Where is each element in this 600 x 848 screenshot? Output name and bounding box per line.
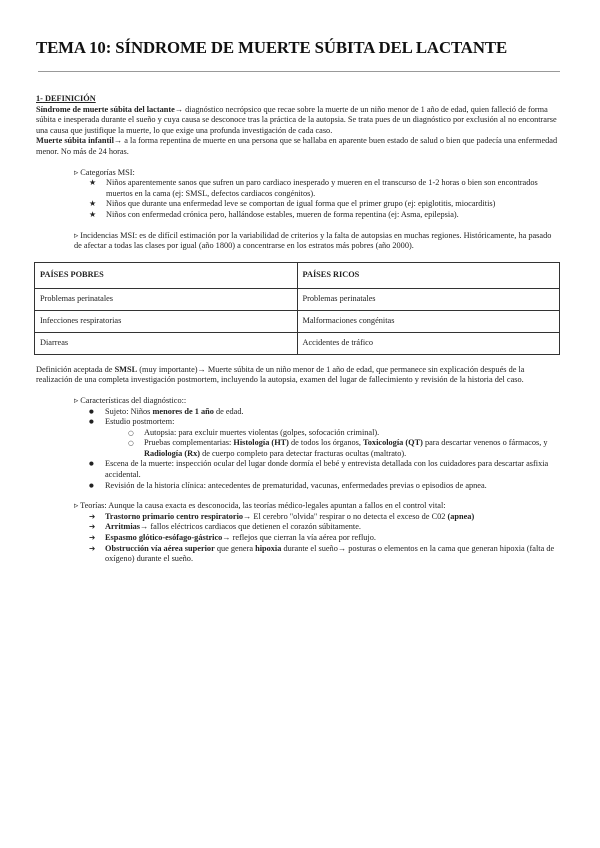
section-title: DEFINICIÓN: [45, 94, 96, 103]
sujeto-post: de edad.: [213, 406, 244, 416]
definition-msi: [36, 136, 560, 157]
definition-term: Muerte súbita infantil: [36, 136, 114, 146]
list-item: ★ Niños aparentemente sanos que sufren un paro cardiaco inesperado y mueren en el transcurso de 1-2 horas o bien son encontrados muertos en la cama (ej: SMSL, defectos cardiacos congénitos).: [89, 178, 559, 199]
teoria-title: Arritmias: [105, 522, 141, 532]
list-item: [89, 417, 559, 459]
definition-text: → a la forma repentina de muerte en una persona que se hallaba en aparente buen estado de salud o bien que padecía una enfermedad menor. No más de 24 horas.: [36, 136, 558, 156]
list-item: [128, 438, 548, 459]
table-cell: Accidentes de tráfico: [297, 332, 560, 354]
list-item: ● Escena de la muerte: inspección ocular del lugar donde dormía el bebé y entrevista detallada con los cuidadores para descartar asfixia accidental.: [89, 459, 559, 480]
title-divider: [38, 71, 560, 72]
list-item: ● Revisión de la historia clínica: antecedentes de prematuridad, vacunas, enfermedades previas o episodios de apnea.: [89, 481, 559, 492]
pruebas-text: para descartar venenos o fármacos, y: [422, 438, 548, 448]
teoria-title: Obstrucción vía aérea superior: [105, 543, 215, 553]
section-heading: [36, 94, 560, 105]
sujeto-pre: Sujeto: Niños: [105, 406, 153, 416]
table-cell: Problemas perinatales: [35, 288, 298, 310]
list-item: [89, 522, 559, 533]
table-row: [35, 332, 560, 354]
teoria-text: → El cerebro "olvida" respirar o no detecta el exceso de C02: [243, 511, 448, 521]
pruebas-bold: Radiología (Rx): [144, 448, 201, 458]
list-item: [89, 533, 559, 544]
smsl-mid: (muy importante): [137, 364, 198, 374]
section-number: 1-: [36, 94, 43, 103]
pruebas-bold: Histología (HT): [233, 438, 289, 448]
estudio-sublist: [128, 428, 548, 460]
diagnostico-list: [89, 407, 559, 492]
sujeto-bold: menores de 1 año: [152, 406, 214, 416]
table-cell: Diarreas: [35, 332, 298, 354]
diagnostico-heading: ▹ Características del diagnóstico::: [74, 395, 187, 405]
table-cell: Problemas perinatales: [297, 288, 560, 310]
table-row: [35, 310, 560, 332]
teoria-text: → fallos eléctricos cardiacos que detienen el corazón súbitamente.: [140, 522, 361, 532]
table-row: [35, 288, 560, 310]
definition-text: → diagnóstico necrópsico que recae sobre la muerte de un niño menor de 1 año de edad, quien falleció de forma súbita e inesperada durante el sueño y cuya causa se desconoce tras la práctica de la autopsia. Se trata pues de un diagnóstico por exclusión al no encontrarse una causa que justifique la muerte, lo que exige una profunda investigación de cada caso.: [36, 104, 557, 135]
teoria-bold: (apnea): [447, 511, 475, 521]
table-header-row: [35, 262, 560, 288]
pruebas-text: de todos los órganos,: [288, 438, 364, 448]
document-body: [36, 94, 560, 565]
table-cell: Infecciones respiratorias: [35, 310, 298, 332]
teoria-text: que genera: [214, 543, 256, 553]
teorias-list: [89, 512, 559, 565]
smsl-text: → Muerte súbita de un niño menor de 1 año de edad, que permanece sin explicación después de la realización de una completa investigación postmortem, incluyendo la autopsia, examen del lugar de fallecimiento y revisión de la historia del caso.: [36, 364, 525, 385]
smsl-pre: Definición aceptada de: [36, 364, 115, 374]
teoria-title: Espasmo glótico-esófago-gástrico: [105, 533, 223, 543]
teoria-title: Trastorno primario centro respiratorio: [105, 511, 244, 521]
list-item: [89, 544, 559, 565]
categorias-heading: ▹ Categorías MSI:: [74, 167, 135, 177]
teoria-text: durante el sueño→ posturas o elementos en la cama que generan hipoxia (falta de oxígeno) durante el sueño.: [105, 543, 555, 564]
definition-smsl: [36, 105, 560, 137]
table-header: PAÍSES POBRES: [35, 262, 298, 288]
page-title: TEMA 10: SÍNDROME DE MUERTE SÚBITA DEL LACTANTE: [36, 38, 508, 57]
estudio-label: Estudio postmortem:: [105, 417, 175, 427]
pruebas-bold: Toxicología (QT): [363, 438, 423, 448]
incidencias-paragraph: ▹ Incidencias MSI: es de difícil estimación por la variabilidad de criterios y la falta de autopsias en muchas regiones. Históricamente, ha pasado de afectar a todas las clases por igual (año 1800) a concentrarse en los estratos más pobres (año 2000).: [74, 230, 552, 251]
list-item: [89, 407, 559, 418]
table-cell: Malformaciones congénitas: [297, 310, 560, 332]
smsl-term: SMSL: [114, 364, 138, 374]
list-item: [89, 512, 559, 523]
comparison-table: [34, 262, 560, 355]
teoria-text: → reflejos que cierran la vía aérea por reflujo.: [222, 533, 376, 543]
smsl-definition: [36, 365, 560, 386]
table-header: PAÍSES RICOS: [297, 262, 560, 288]
list-item: ★ Niños con enfermedad crónica pero, hallándose estables, mueren de forma repentina (ej: Asma, epilepsia).: [89, 210, 559, 221]
definition-term: Síndrome de muerte súbita del lactante: [36, 104, 175, 114]
categorias-list: [89, 178, 559, 220]
pruebas-text: Pruebas complementarias:: [144, 438, 234, 448]
pruebas-text: de cuerpo completo para detectar fracturas ocultas (maltrato).: [200, 448, 407, 458]
list-item: ★ Niños que durante una enfermedad leve se comportan de igual forma que el primer grupo (ej: epiglotitis, miocarditis): [89, 199, 559, 210]
list-item: ○ Autopsia: para excluir muertes violentas (golpes, sofocación criminal).: [128, 428, 548, 439]
teoria-bold: hipoxia: [255, 543, 282, 553]
teorias-heading: ▹ Teorías: Aunque la causa exacta es desconocida, las teorías médico-legales apuntan a fallos en el control vital:: [74, 501, 446, 511]
